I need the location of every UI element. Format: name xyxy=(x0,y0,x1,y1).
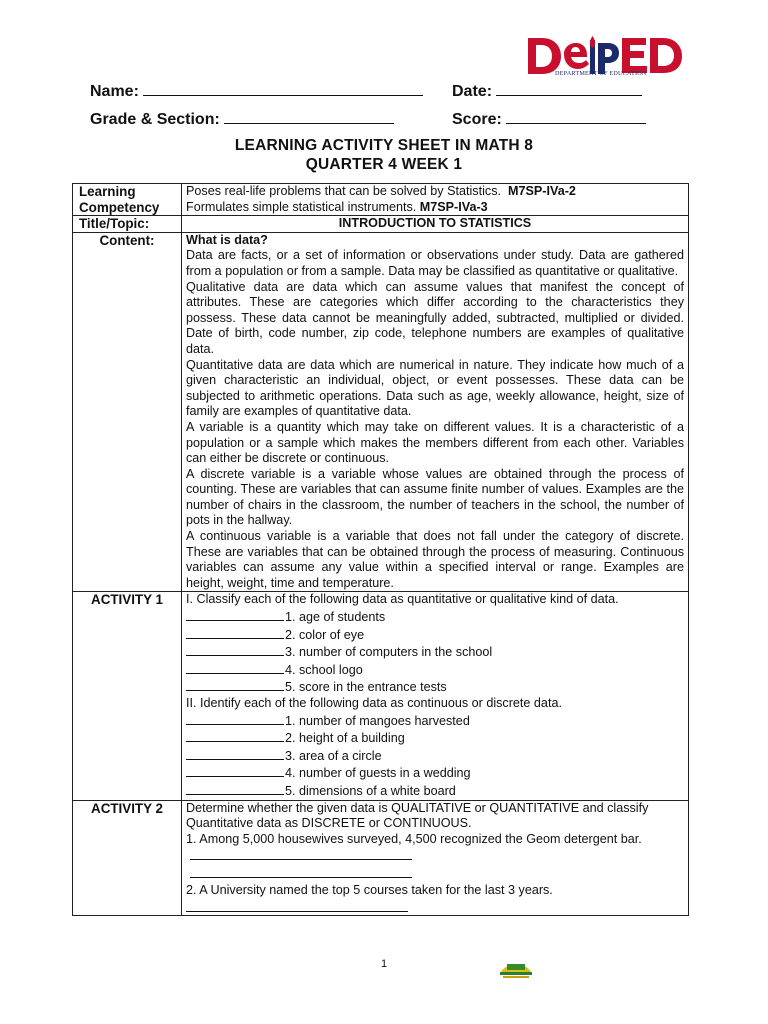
date-field[interactable] xyxy=(452,80,642,101)
answer-blank[interactable] xyxy=(186,643,284,656)
competency-label: Learning Competency xyxy=(73,184,182,216)
answer-blank[interactable] xyxy=(186,729,284,742)
answer-blank[interactable] xyxy=(186,764,284,777)
school-seal-icon xyxy=(497,958,535,980)
activity1-item-text: 4. number of guests in a wedding xyxy=(285,766,471,781)
activity2-label: ACTIVITY 2 xyxy=(73,800,182,915)
activity1-item-text: 5. dimensions of a white board xyxy=(285,783,456,798)
competency-row xyxy=(73,184,689,216)
answer-blank[interactable] xyxy=(186,712,284,725)
content-paragraph: A continuous variable is a variable that does not fall under the category of discrete. These are variables that can be obtained through the process of measuring. Continuous variables can assume any value within a specified interval or range. Examples are height, weight, time and temperature. xyxy=(186,529,684,590)
page-number: 1 xyxy=(380,958,388,970)
date-blank[interactable] xyxy=(496,80,642,96)
answer-blank[interactable] xyxy=(186,661,284,674)
content-body xyxy=(182,232,689,592)
name-field[interactable] xyxy=(90,80,423,101)
grade-colon: : xyxy=(214,111,220,128)
activity1-item-text: 5. score in the entrance tests xyxy=(285,680,447,695)
answer-blank[interactable] xyxy=(186,747,284,760)
topic-row xyxy=(73,216,689,233)
activity2-question-2: 2. A University named the top 5 courses taken for the last 3 years. xyxy=(186,883,553,898)
competency-item-1-text: Poses real-life problems that can be solved by Statistics. xyxy=(186,184,501,198)
activity2-question-1: 1. Among 5,000 housewives surveyed, 4,500 recognized the Geom detergent bar. xyxy=(186,831,642,846)
deped-subtitle: DEPARTMENT OF EDUCATION xyxy=(555,70,647,77)
activity1-item xyxy=(186,712,684,730)
activity1-item xyxy=(186,626,684,644)
activity1-part2-instruction: II. Identify each of the following data as continuous or discrete data. xyxy=(186,696,562,710)
score-label: Score xyxy=(452,111,497,128)
grade-field[interactable] xyxy=(90,108,394,129)
grade-label: Grade & Section xyxy=(90,111,215,128)
activity1-item xyxy=(186,782,684,800)
content-label: Content: xyxy=(73,232,182,592)
score-colon: : xyxy=(496,111,502,128)
answer-blank[interactable] xyxy=(190,865,412,878)
date-colon: : xyxy=(486,83,493,100)
answer-blank[interactable] xyxy=(186,782,284,795)
activity1-body xyxy=(182,592,689,800)
grade-blank[interactable] xyxy=(224,108,394,124)
activity2-answer-row-3 xyxy=(186,899,684,913)
competency-item-2-code: M7SP-IVa-3 xyxy=(419,199,488,214)
content-paragraph: Data are facts, or a set of information or observations under study. Data are gathered from a population or from a sample. Data may be classified as quantitative or qualitative. xyxy=(186,248,684,278)
activity1-part1-instruction: I. Classify each of the following data as quantitative or qualitative kind of data. xyxy=(186,592,619,607)
topic-value: INTRODUCTION TO STATISTICS xyxy=(182,216,689,233)
content-paragraph: Quantitative data are data which are numerical in nature. They indicate how much of a given characteristic an individual, object, or event possesses. These data can be subjected to arithmetic operations. Data such as age, weekly allowance, height, size of family are examples of quantitative data. xyxy=(186,357,684,419)
activity2-row xyxy=(73,800,689,915)
activity1-item xyxy=(186,678,684,696)
activity2-body xyxy=(182,800,689,915)
content-paragraph: A variable is a quantity which may take on different values. It is a characteristic of a population or a sample which makes the members different from each other. Variables can either be discrete or continuous. xyxy=(186,419,684,466)
activity1-item xyxy=(186,729,684,747)
activity1-item-text: 2. height of a building xyxy=(285,731,405,746)
activity2-answer-row-2 xyxy=(186,865,684,883)
topic-label: Title/Topic: xyxy=(73,216,182,233)
activity1-item-text: 1. age of students xyxy=(285,610,386,625)
activity1-row xyxy=(73,592,689,800)
content-paragraph: Qualitative data are data which can assume values that manifest the concept of attributes. These are categories which differ according to the characteristics they possess. These data cannot be meaningfully added, subtracted, multiplied or divided. Date of birth, code number, zip code, telephone numbers are examples of qualitative data. xyxy=(186,279,684,356)
sheet-title: LEARNING ACTIVITY SHEET IN MATH 8 xyxy=(234,137,534,154)
activity1-item-text: 1. number of mangoes harvested xyxy=(285,713,470,728)
answer-blank[interactable] xyxy=(186,626,284,639)
competency-item-2-text: Formulates simple statistical instruments. xyxy=(186,199,417,214)
activity1-item-text: 3. number of computers in the school xyxy=(285,645,493,660)
date-label: Date xyxy=(452,83,487,100)
score-field[interactable] xyxy=(452,108,646,129)
name-blank[interactable] xyxy=(143,80,423,96)
content-paragraph: A discrete variable is a variable whose values are obtained through the process of counting. These are variables that can assume finite number of values. Examples are the number of chairs in the classroom, the number of teachers in the school, the number of pots in the hallway. xyxy=(186,466,684,528)
activity1-item-text: 2. color of eye xyxy=(285,627,365,642)
activity2-answer-row-1 xyxy=(186,847,684,865)
activity-table xyxy=(72,183,689,916)
score-blank[interactable] xyxy=(506,108,646,124)
content-row xyxy=(73,232,689,592)
activity1-item xyxy=(186,643,684,661)
activity1-item xyxy=(186,747,684,765)
content-heading: What is data? xyxy=(186,232,268,247)
competency-item-1 xyxy=(186,184,684,200)
activity1-item-text: 4. school logo xyxy=(285,662,363,677)
activity1-item xyxy=(186,608,684,626)
competency-item-2 xyxy=(186,200,684,216)
answer-blank[interactable] xyxy=(190,847,412,860)
competency-value xyxy=(182,184,689,216)
answer-blank[interactable] xyxy=(186,608,284,621)
activity1-item-text: 3. area of a circle xyxy=(285,748,382,763)
answer-blank[interactable] xyxy=(186,899,408,912)
name-colon: : xyxy=(133,83,139,100)
answer-blank[interactable] xyxy=(186,678,284,691)
activity2-instruction: Determine whether the given data is QUALITATIVE or QUANTITATIVE and classify Quantitative data as DISCRETE or CONTINUOUS. xyxy=(186,800,649,831)
sheet-subtitle: QUARTER 4 WEEK 1 xyxy=(305,156,463,173)
name-label: Name xyxy=(90,83,134,100)
activity1-item xyxy=(186,661,684,679)
activity1-label: ACTIVITY 1 xyxy=(73,592,182,800)
competency-item-1-code: M7SP-IVa-2 xyxy=(508,184,576,198)
activity1-item xyxy=(186,764,684,782)
